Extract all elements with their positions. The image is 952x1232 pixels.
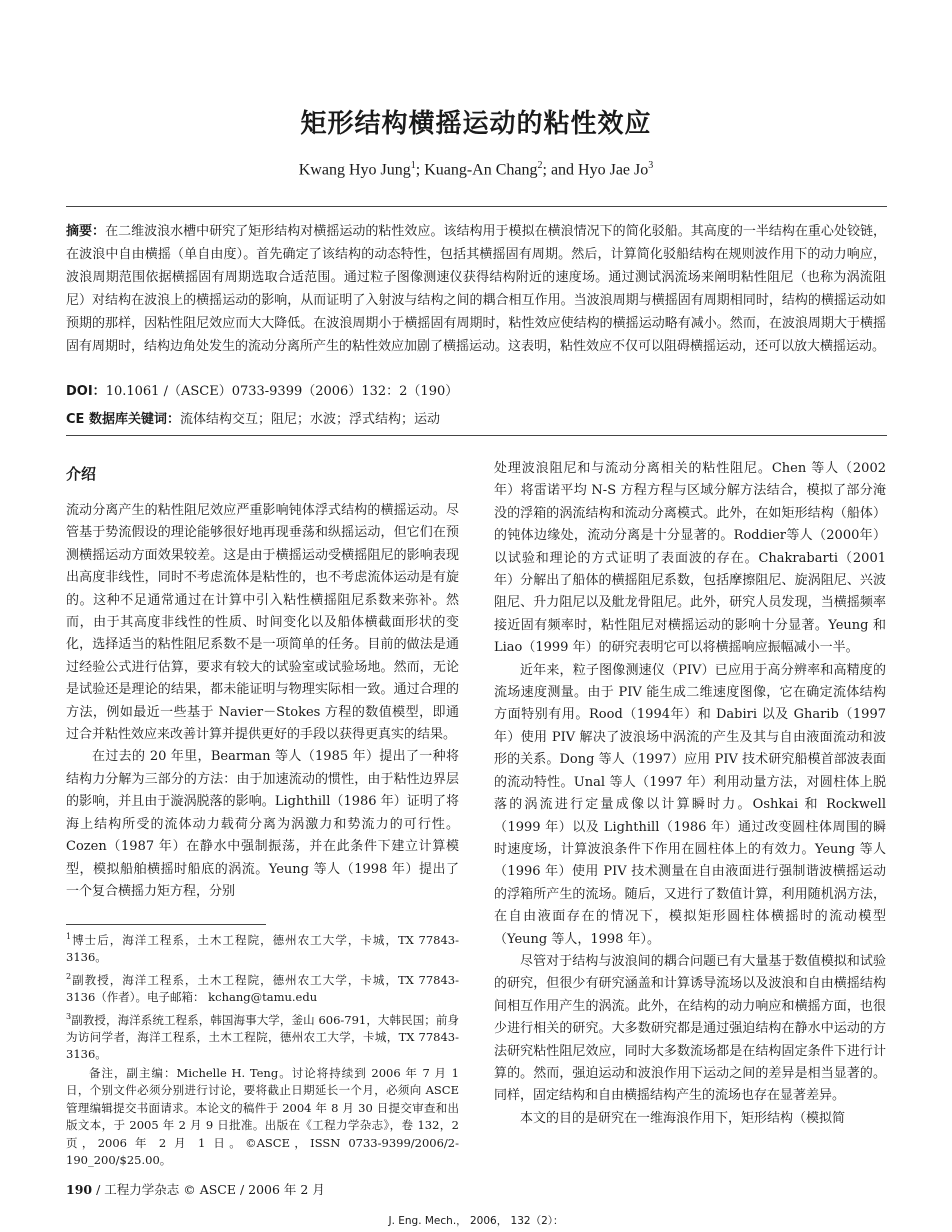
header-divider [66,435,887,436]
editorial-note: 备注，副主编：Michelle H. Teng。讨论将持续到 2006 年 7 月 1 日，个别文件必须分别进行讨论，要将截止日期延长一个月，必须向 ASCE 管理编辑提交书面请求。本论文的稿件于 2004 年 8 月 30 日提交审查和出版文本，于 2005 年 2 月 9 日批准。出版在《工程力学杂志》，卷 132，2 页，2006 年 2 月 1 日。©ASCE，ISSN 0733-9399/2006/2-190_200/$25.00。 [66,1065,459,1168]
author-1-affil: 1 [410,160,416,171]
paragraph: 处理波浪阻尼和与流动分离相关的粘性阻尼。Chen 等人（2002 年）将雷诺平均 N-S 方程方程与区域分解方法结合，模拟了部分淹没的浮箱的涡流结构和流动分离模式。此外，在如矩形结构（船体）的钝体边缘处，流动分离是十分显著的。Roddier等人（2000年）以试验和理论的方式证明了表面波的存在。Chakrabarti（2001 年）分解出了船体的横摇阻尼系数，包括摩擦阻尼、旋涡阻尼、兴波阻尼、升力阻尼以及舭龙骨阻尼。此外，研究人员发现，当横摇频率接近固有频率时，粘性阻尼对横摇运动的影响十分显著。Yeung 和 Liao（1999 年）的研究表明它可以将横摇响应振幅减小一半。 [494,461,886,656]
doi-label: DOI： [66,384,106,399]
top-divider [66,206,887,207]
keywords-line [66,408,886,427]
author-2-affil: 2 [537,160,543,171]
doi-line [66,380,886,399]
author-line [0,160,952,179]
footnote-3: $^3$副教授，海洋系统工程系，韩国海事大学，釜山 606-791，大韩民国；前身为访问学者，海洋工程系，土木工程院，德州农工大学，卡城，TX 77843-3136。 [66,1011,459,1062]
footnote-2: $^2$副教授，海洋工程系，土木工程院，德州农工大学，卡城，TX 77843-3136（作者）。电子邮箱： kchang@tamu.edu [66,971,459,1005]
author-2: Kuang-An Chang [424,161,538,179]
author-3: Hyo Jae Jo [578,161,649,179]
right-column [494,458,886,1130]
abstract-label: 摘要： [66,224,106,239]
journal-info: / 工程力学杂志 © ASCE / 2006 年 2 月 [92,1182,325,1197]
left-column [66,500,459,903]
keywords-label: CE 数据库关键词： [66,412,180,427]
footnote-1: $^1$博士后，海洋工程系，土木工程院，德州农工大学，卡城，TX 77843-3136。 [66,932,459,965]
author-separator: ; [415,161,425,179]
keywords-value: 流体结构交互；阻尼；水波；浮式结构；运动 [179,412,440,427]
paragraph: 在过去的 20 年里，Bearman 等人（1985 年）提出了一种将结构力分解为三部分的方法：由于加速流动的惯性，由于粘性边界层的影响，并且由于漩涡脱落的影响。Lighthill（1986 年）证明了将海上结构所受的流体动力载荷分离为涡激力和势流力的可行性。Cozen（1987 年）在静水中强制振荡，并在此条件下建立计算模型，模拟船舶横摇时船底的涡流。Yeung 等人（1998 年）提出了一个复合横摇力矩方程，分别 [66,749,459,899]
paragraph: 流动分离产生的粘性阻尼效应严重影响钝体浮式结构的横摇运动。尽管基于势流假设的理论能够很好地再现垂荡和纵摇运动，但它们在预测横摇运动方面效果较差。这是由于横摇运动受横摇阻尼的影响表现出高度非线性，同时不考虑流体是粘性的，也不考虑流体运动是有旋的。这种不足通常通过在计算中引入粘性横摇阻尼系数来弥补。然而，由于其高度非线性的性质、时间变化以及船体横截面形状的变化，选择适当的粘性阻尼系数不是一项简单的任务。目前的做法是通过经验公式进行估算，要求有较大的试验室或试验场地。然而，无论是试验还是理论的结果，都未能证明与物理实际相一致。通过合理的方法，例如最近一些基于 Navier－Stokes 方程的数值模型，即通过合并粘性效应来改善计算并提供更好的手段以获得更真实的结果。 [66,503,459,743]
abstract-text: 在二维波浪水槽中研究了矩形结构对横摇运动的粘性效应。该结构用于模拟在横浪情况下的简化驳船。其高度的一半结构在重心处铰链，在波浪中自由横摇（单自由度）。首先确定了该结构的动态特性，包括其横摇固有周期。然后，计算简化驳船结构在规则波作用下的动力响应，波浪周期范围依据横摇固有周期选取合适范围。通过粒子图像测速仪获得结构附近的速度场。通过测试涡流场来阐明粘性阻尼（也称为涡流阻尼）对结构在波浪上的横摇运动的影响，从而证明了入射波与结构之间的耦合相互作用。当波浪周期与横摇固有周期相同时，结构的横摇运动如预期的那样，因粘性阻尼效应而大大降低。在波浪周期小于横摇固有周期时，粘性效应使结构的横摇运动略有减小。然而，在波浪周期大于横摇固有周期时，结构边角处发生的流动分离所产生的粘性效应加剧了横摇运动。这表明，粘性效应不仅可以阻碍横摇运动，还可以放大横摇运动。 [66,224,886,354]
footnote-divider [66,924,266,925]
section-heading-introduction: 介绍 [66,465,97,483]
footnotes [66,928,459,1171]
paragraph: 近年来，粒子图像测速仪（PIV）已应用于高分辨率和高精度的流场速度测量。由于 PIV 能生成二维速度图像，它在确定流体结构方面特别有用。Rood（1994年）和 Dabiri 以及 Gharib（1997年）使用 PIV 解决了波浪场中涡流的产生及其与自由液面流动和波形的关系。Dong 等人（1997）应用 PIV 技术研究船模首部波表面的流动特性。Unal 等人（1997 年）利用动量方法，对圆柱体上脱落的涡流进行定量成像以计算瞬时力。Oshkai 和 Rockwell（1999 年）以及 Lighthill（1986 年）通过改变圆柱体周围的瞬时速度场，计算波浪条件下作用在圆柱体上的有效力。Yeung 等人（1996 年）使用 PIV 技术测量在自由液面进行强制谐波横摇运动的浮箱所产生的流场。随后，又进行了数值计算，利用随机涡方法，在自由液面存在的情况下，模拟矩形圆柱体横摇时的流动模型（Yeung 等人，1998 年）。 [494,662,886,947]
author-3-affil: 3 [648,160,654,171]
author-separator: ; and [542,161,579,179]
paper-title: 矩形结构横摇运动的粘性效应 [300,109,652,139]
doi-value: 10.1061 /（ASCE）0733-9399（2006）132：2（190） [105,384,459,399]
abstract [66,220,886,358]
citation-reference: J. Eng. Mech.， 2006， 132（2）： [388,1215,564,1227]
author-1: Kwang Hyo Jung [298,161,411,179]
page-footer [66,1180,325,1198]
paragraph: 尽管对于结构与波浪间的耦合问题已有大量基于数值模拟和试验的研究，但很少有研究涵盖和计算诱导流场以及波浪和自由横摇结构间相互作用产生的涡流。此外，在结构的动力响应和横摇方面，也很少进行相关的研究。大多数研究都是通过强迫结构在静水中运动的方法研究粘性阻尼效应，同时大多数流场都是在结构固定条件下进行计算的。然而，强迫运动和波浪作用下运动之间的差异是相当显著的。同样，固定结构和自由横摇结构产生的流场也存在显著差异。 [494,953,886,1104]
page-number: 190 [66,1182,93,1197]
paragraph: 本文的目的是研究在一维海浪作用下，矩形结构（模拟简 [520,1110,846,1126]
